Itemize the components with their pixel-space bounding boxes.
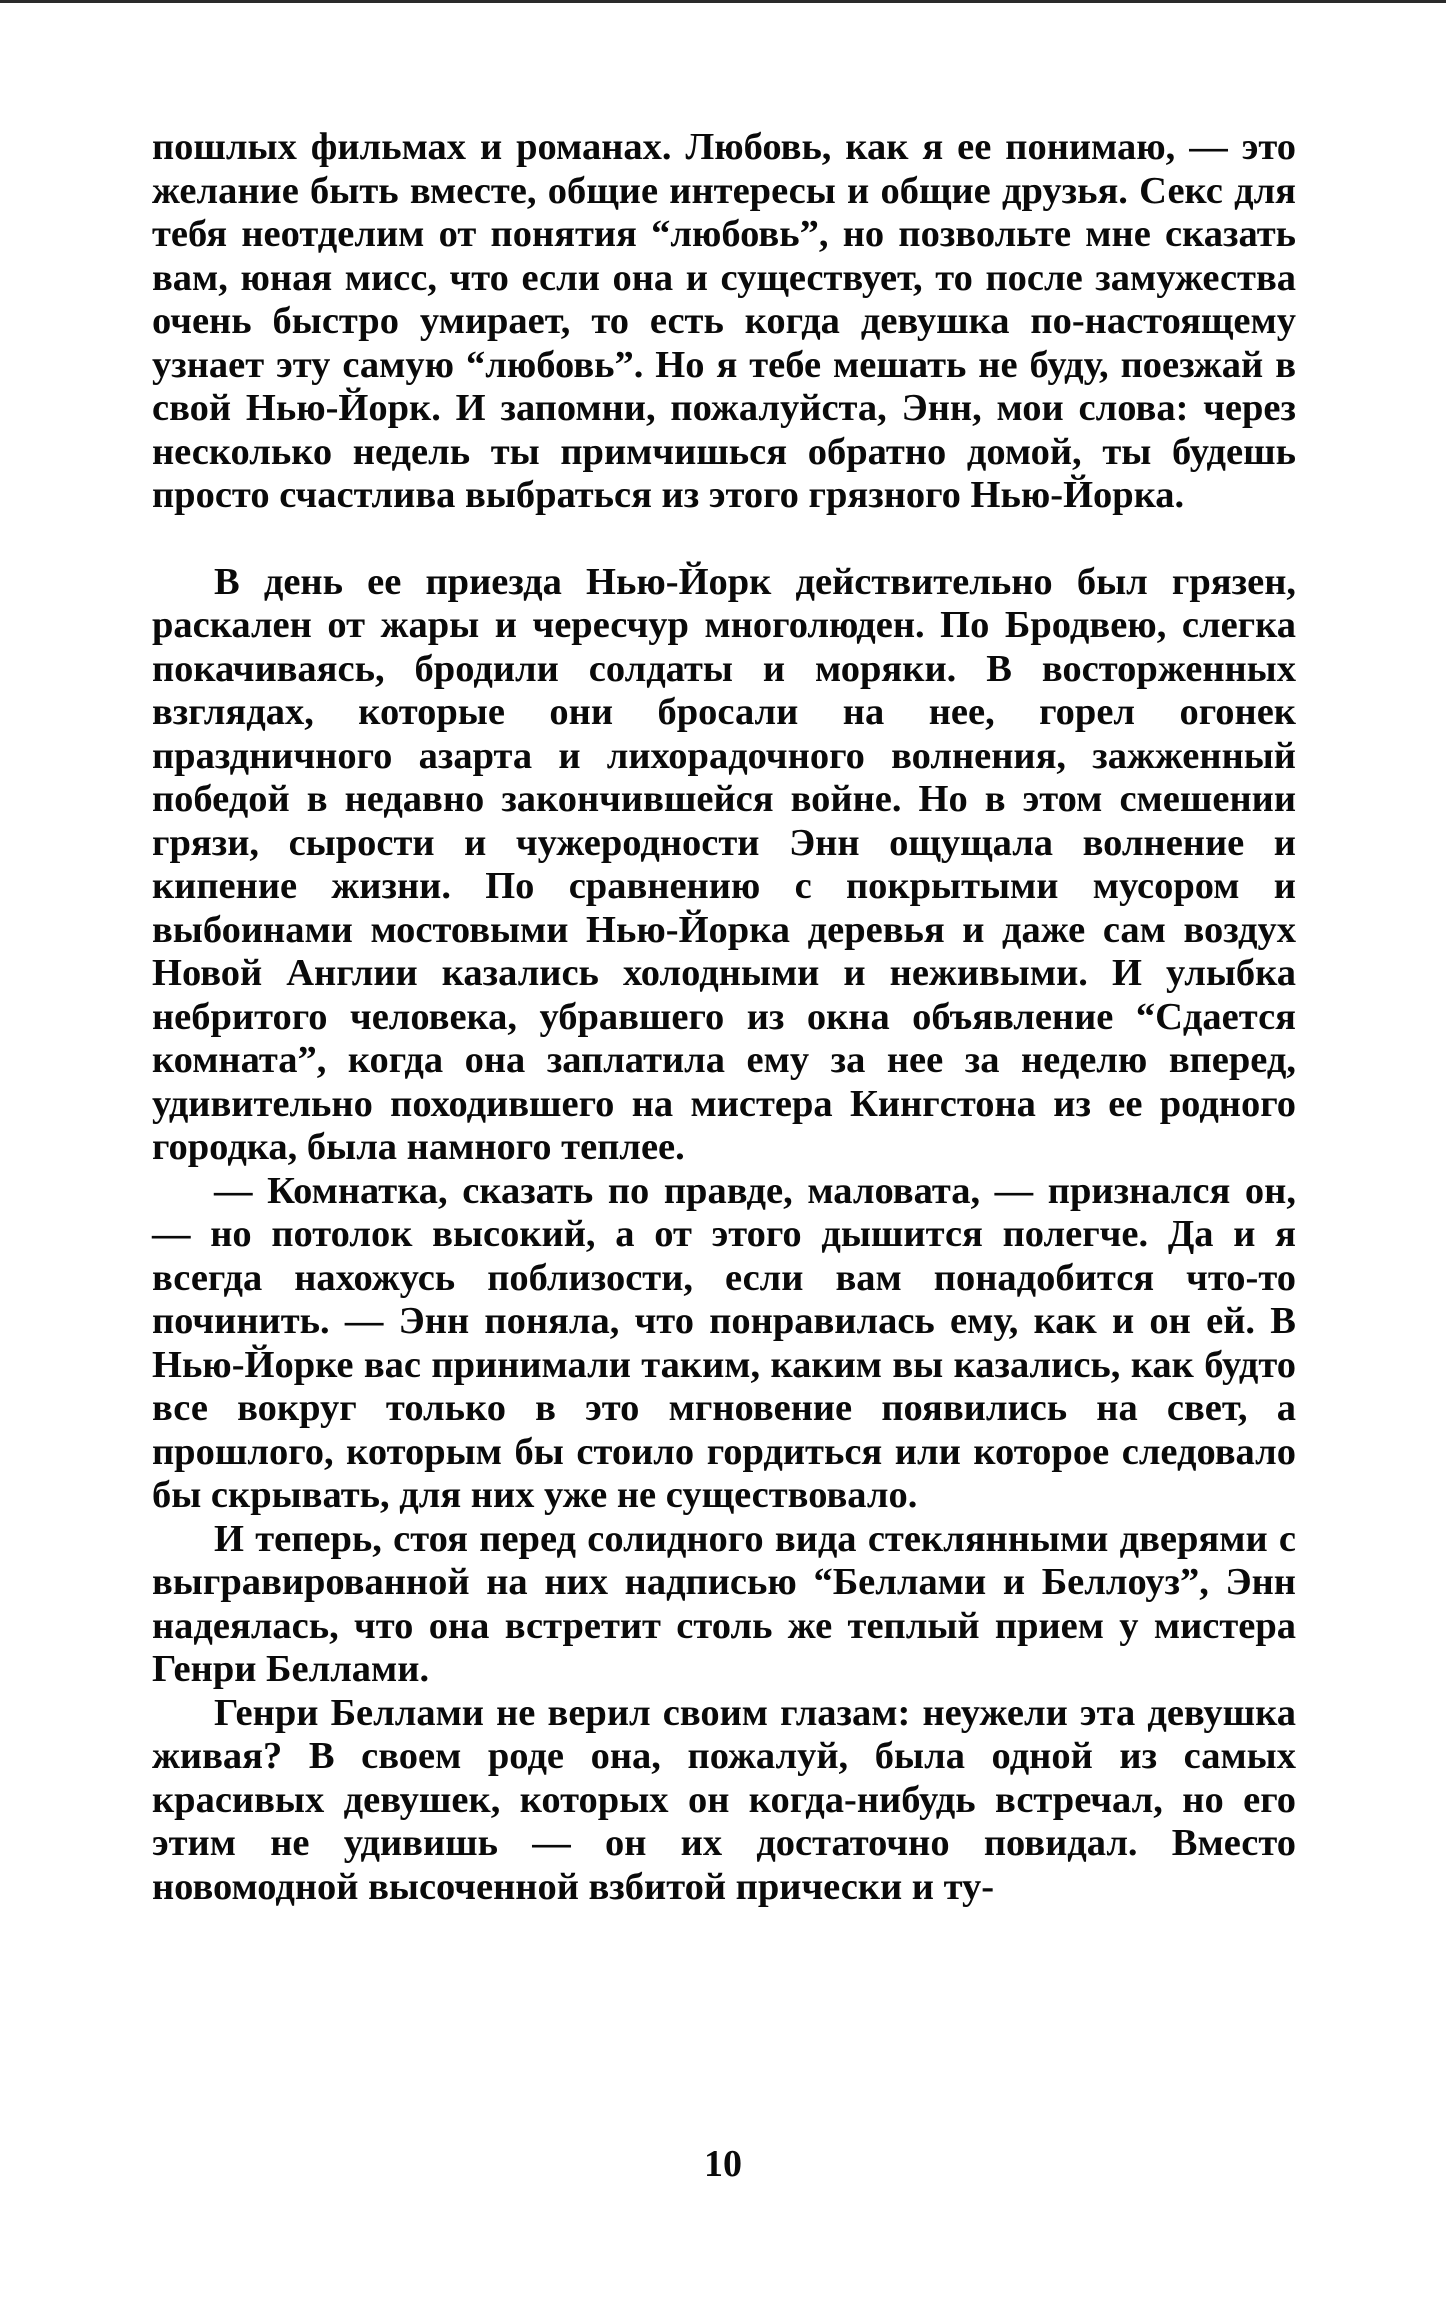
page-number: 10 — [704, 2143, 742, 2185]
paragraph-5: Генри Беллами не верил своим глазам: неужели эта девушка живая? В своем роде она, пожалуй, была одной из самых красивых девушек, которых он когда-нибудь встречал, но его этим не удивишь — он их достаточно повидал. Вместо новомодной высоченной взбитой прически и ту- — [152, 1691, 1296, 1908]
paragraph-1: пошлых фильмах и романах. Любовь, как я ее понимаю, — это желание быть вместе, общие интересы и общие друзья. Секс для тебя неотделим от понятия “любовь”, но позвольте мне сказать вам, юная мисс, что если она и существует, то после замужества очень быстро умирает, то есть когда девушка по-настоящему узнает эту самую “любовь”. Но я тебе мешать не буду, поезжай в свой Нью-Йорк. И запомни, пожалуйста, Энн, мои слова: через несколько недель ты примчишься обратно домой, ты будешь просто счастлива выбраться из этого грязного Нью-Йорка. — [152, 126, 1296, 516]
book-page-text — [152, 126, 1296, 1909]
top-border-line — [0, 0, 1446, 3]
paragraph-4: И теперь, стоя перед солидного вида стеклянными дверями с выгравированной на них надписью “Беллами и Беллоуз”, Энн надеялась, что она встретит столь же теплый прием у мистера Генри Беллами. — [152, 1517, 1296, 1690]
paragraph-3: — Комнатка, сказать по правде, маловата, — признался он, — но потолок высокий, а от этого дышится полегче. Да и я всегда нахожусь поблизости, если вам понадобится что-то починить. — Энн поняла, что понравилась ему, как и он ей. В Нью-Йорке вас принимали таким, каким вы казались, как будто все вокруг только в это мгновение появились на свет, а прошлого, которым бы стоило гордиться или которое следовало бы скрывать, для них уже не существовало. — [152, 1169, 1296, 1516]
paragraph-2: В день ее приезда Нью-Йорк действительно был грязен, раскален от жары и чересчур многолюден. По Бродвею, слегка покачиваясь, бродили солдаты и моряки. В восторженных взглядах, которые они бросали на нее, горел огонек праздничного азарта и лихорадочного волнения, зажженный победой в недавно закончившейся войне. Но в этом смешении грязи, сырости и чужеродности Энн ощущала волнение и кипение жизни. По сравнению с покрытыми мусором и выбоинами мостовыми Нью-Йорка деревья и даже сам воздух Новой Англии казались холодными и неживыми. И улыбка небритого человека, убравшего из окна объявление “Сдается комната”, когда она заплатила ему за нее за неделю вперед, удивительно походившего на мистера Кингстона из ее родного городка, была намного теплее. — [152, 560, 1296, 1168]
